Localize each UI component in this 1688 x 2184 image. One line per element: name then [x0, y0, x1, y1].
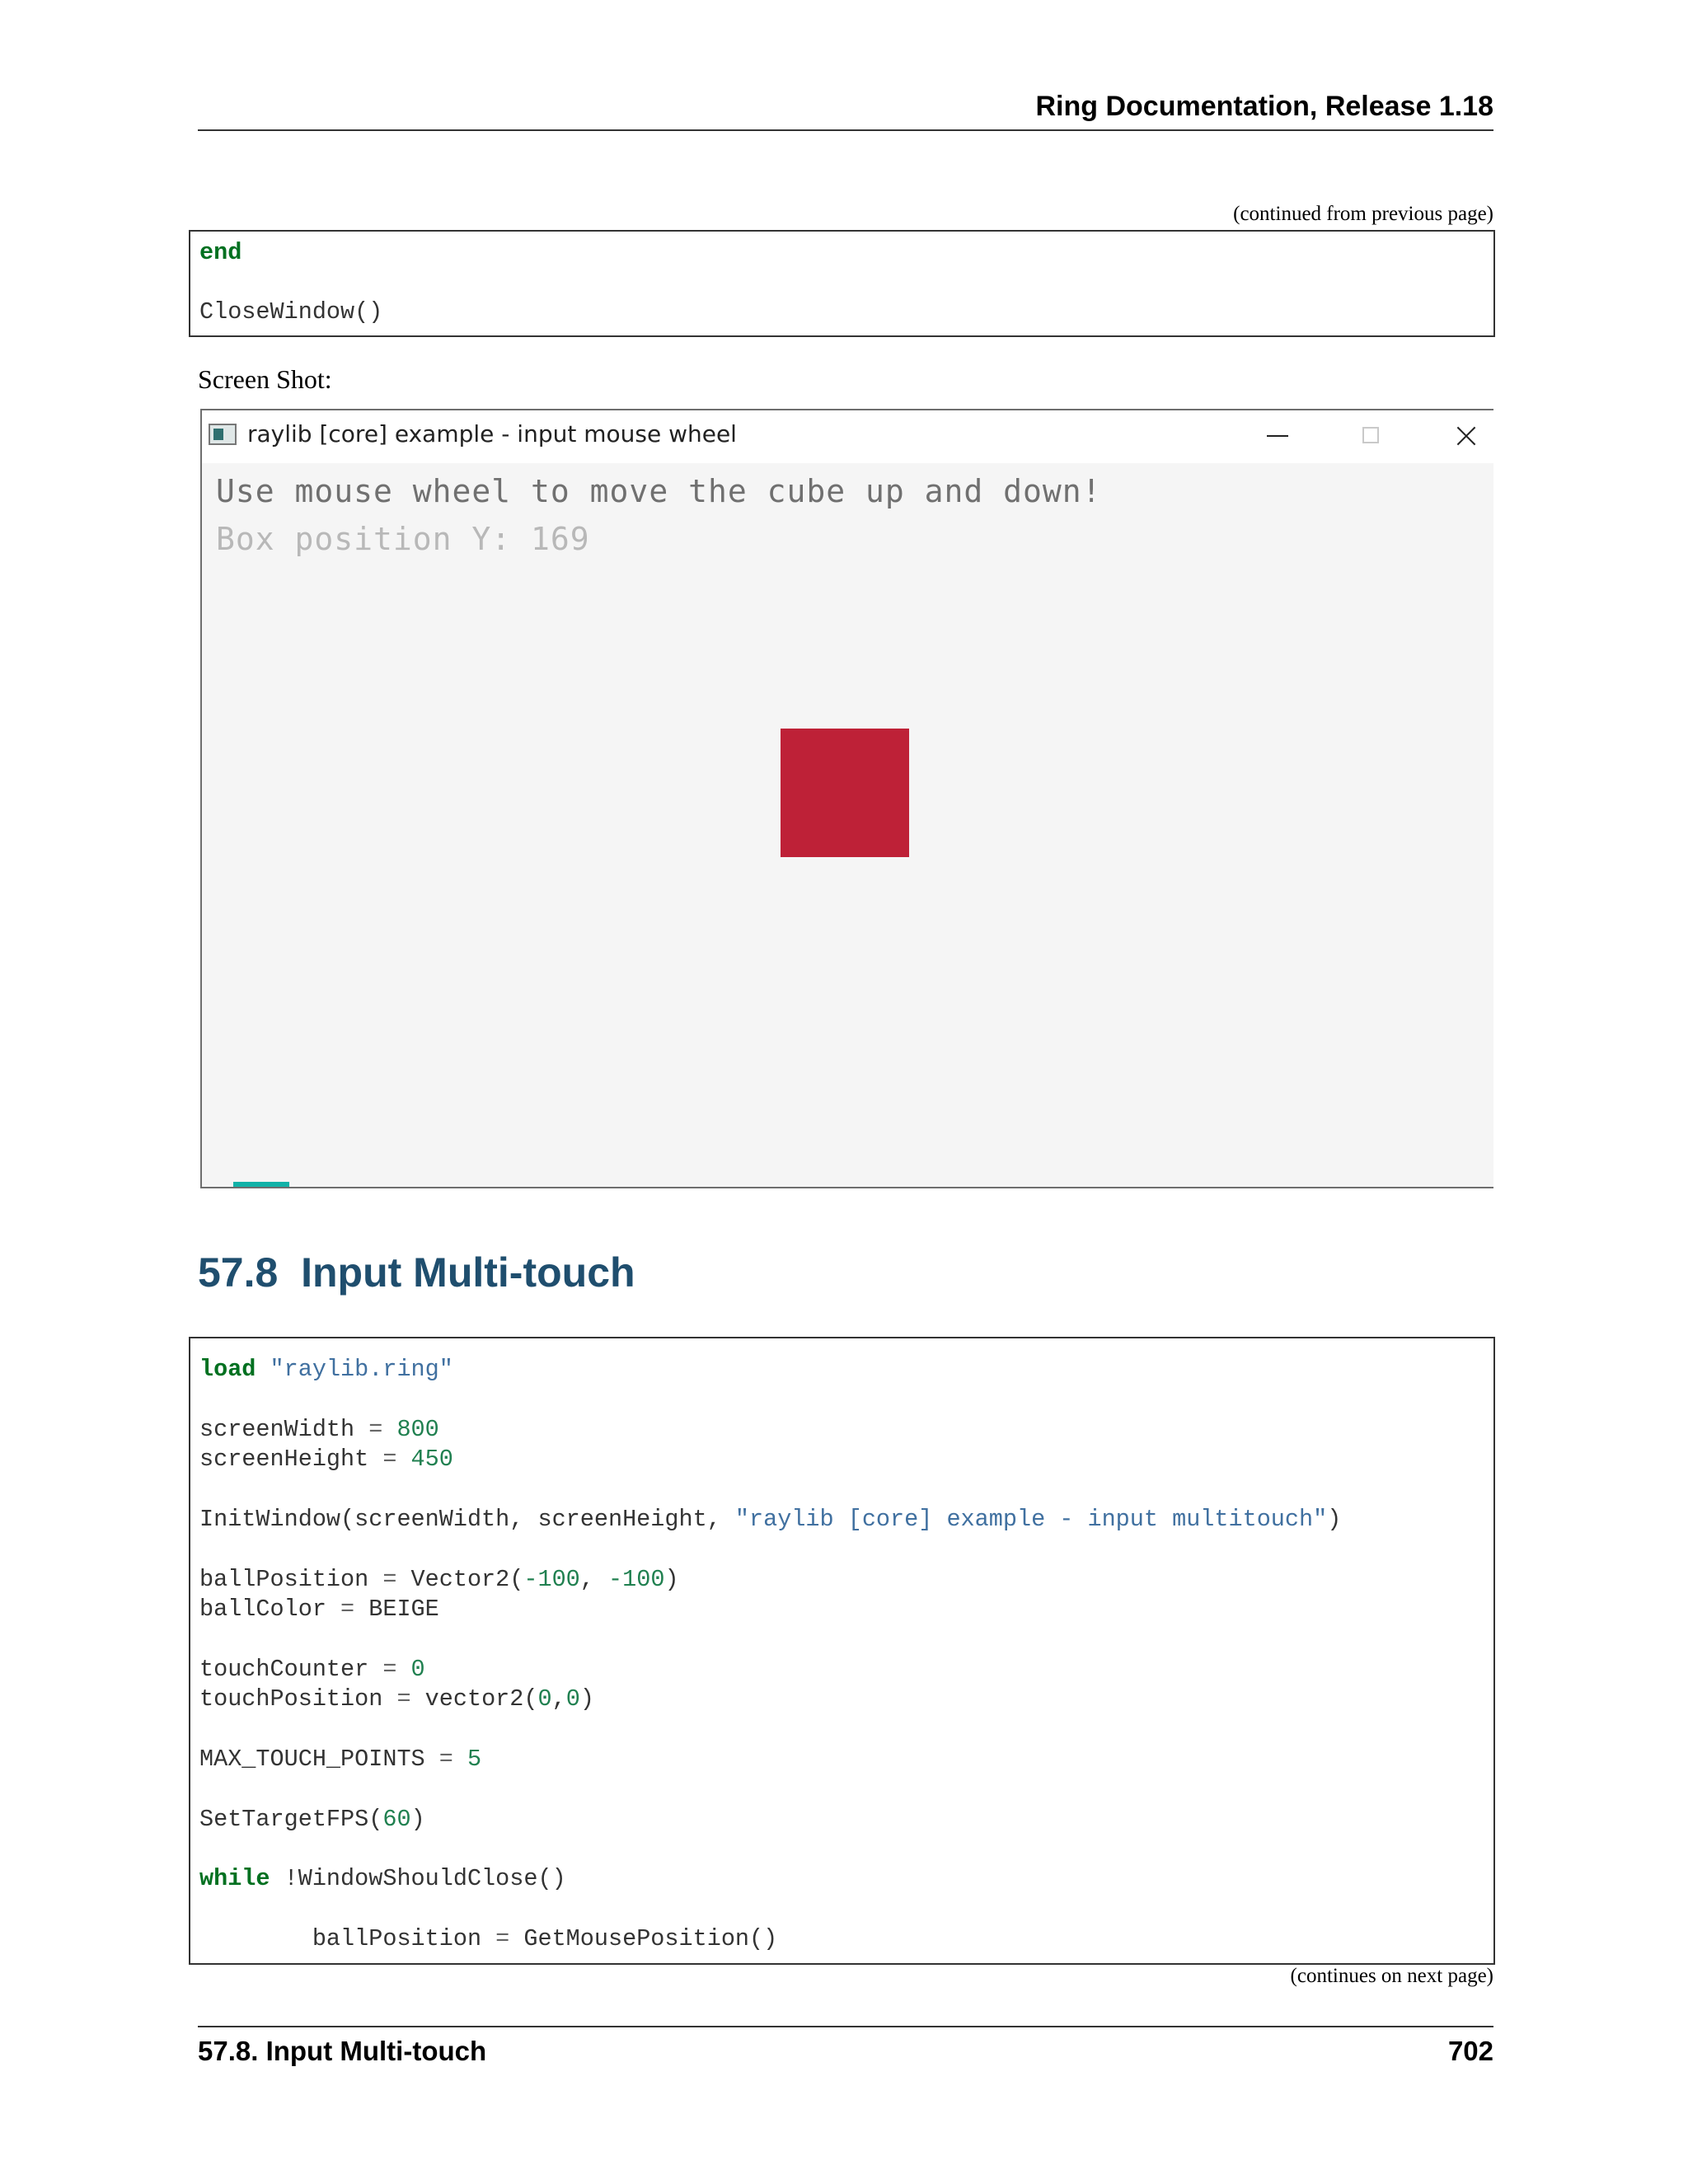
code-keyword: while — [199, 1865, 270, 1892]
code-line — [199, 1864, 566, 1894]
code-text: , — [551, 1685, 566, 1713]
window-titlebar — [202, 410, 1493, 463]
code-text: touchCounter — [199, 1656, 369, 1683]
code-text: ) — [410, 1806, 425, 1833]
code-keyword: load — [199, 1356, 256, 1383]
code-line — [199, 1685, 594, 1714]
code-number: 800 — [396, 1416, 439, 1443]
code-line — [199, 1355, 453, 1385]
code-line — [199, 238, 241, 268]
code-block-main — [189, 1337, 1495, 1965]
code-text: screenWidth — [199, 1416, 355, 1443]
code-operator: = — [326, 1596, 369, 1623]
section-number: 57.8 — [198, 1249, 279, 1296]
code-line — [199, 1745, 481, 1774]
taskbar-accent — [233, 1182, 289, 1187]
section-heading — [198, 1249, 635, 1296]
code-line — [199, 1655, 425, 1685]
red-cube — [781, 729, 909, 857]
footer-section-name: 57.8. Input Multi-touch — [198, 2036, 487, 2066]
code-text: !WindowShouldClose() — [270, 1865, 566, 1892]
code-number: 60 — [382, 1806, 411, 1833]
code-text: CloseWindow() — [199, 298, 383, 326]
page-number: 702 — [1447, 2036, 1493, 2066]
code-line — [199, 1924, 777, 1954]
code-text: ) — [664, 1566, 679, 1593]
code-text: Vector2( — [410, 1566, 524, 1593]
code-number: 450 — [410, 1446, 453, 1473]
header-divider — [198, 129, 1493, 131]
code-keyword: end — [199, 239, 242, 266]
code-operator: = — [481, 1925, 524, 1952]
code-operator: = — [368, 1566, 411, 1593]
code-text: screenHeight — [199, 1446, 369, 1473]
code-text: BEIGE — [368, 1596, 439, 1623]
code-text: MAX_TOUCH_POINTS — [199, 1746, 425, 1773]
code-text: ) — [1327, 1506, 1342, 1533]
footer-divider — [198, 2026, 1493, 2027]
code-number: 0 — [537, 1685, 552, 1713]
code-line — [199, 1565, 679, 1595]
code-operator: = — [368, 1656, 411, 1683]
code-text: touchPosition — [199, 1685, 383, 1713]
code-text: ballPosition — [199, 1566, 369, 1593]
window-title: raylib [core] example - input mouse wheel — [247, 420, 737, 448]
continued-from-note: (continued from previous page) — [1233, 203, 1493, 225]
close-icon[interactable] — [1437, 410, 1494, 463]
code-text: InitWindow(screenWidth, screenHeight, — [199, 1506, 735, 1533]
minimize-icon[interactable] — [1249, 410, 1306, 463]
app-icon — [209, 424, 237, 445]
code-line — [199, 1805, 425, 1835]
code-line — [199, 1595, 439, 1624]
canvas-box-position-text: Box position Y: 169 — [216, 521, 590, 557]
code-text: ballColor — [199, 1596, 326, 1623]
code-line — [199, 1445, 453, 1474]
code-text: GetMousePosition() — [523, 1925, 778, 1952]
code-text: vector2( — [424, 1685, 538, 1713]
code-operator: = — [382, 1685, 425, 1713]
canvas-instruction-text: Use mouse wheel to move the cube up and down! — [216, 473, 1102, 509]
code-string: "raylib [core] example - input multitouch" — [734, 1506, 1328, 1533]
code-line — [199, 298, 382, 327]
code-text: , — [579, 1566, 609, 1593]
code-line — [199, 1505, 1341, 1535]
maximize-icon[interactable] — [1343, 410, 1400, 463]
code-text: ) — [579, 1685, 594, 1713]
continues-on-note: (continues on next page) — [1290, 1965, 1493, 1987]
page-header-title: Ring Documentation, Release 1.18 — [1035, 91, 1493, 122]
screenshot-label: Screen Shot: — [198, 364, 332, 394]
code-line — [199, 1415, 439, 1445]
code-text: ballPosition — [199, 1925, 482, 1952]
code-string: "raylib.ring" — [270, 1356, 453, 1383]
code-operator: = — [424, 1746, 467, 1773]
code-operator: = — [354, 1416, 397, 1443]
app-window-screenshot — [200, 409, 1493, 1188]
code-number: -100 — [608, 1566, 665, 1593]
code-number: 0 — [565, 1685, 580, 1713]
code-number: 0 — [410, 1656, 425, 1683]
code-text: SetTargetFPS( — [199, 1806, 383, 1833]
code-number: -100 — [523, 1566, 580, 1593]
code-operator: = — [368, 1446, 411, 1473]
code-block-top — [189, 230, 1495, 337]
section-title-text: Input Multi-touch — [301, 1249, 635, 1296]
code-number: 5 — [467, 1746, 482, 1773]
